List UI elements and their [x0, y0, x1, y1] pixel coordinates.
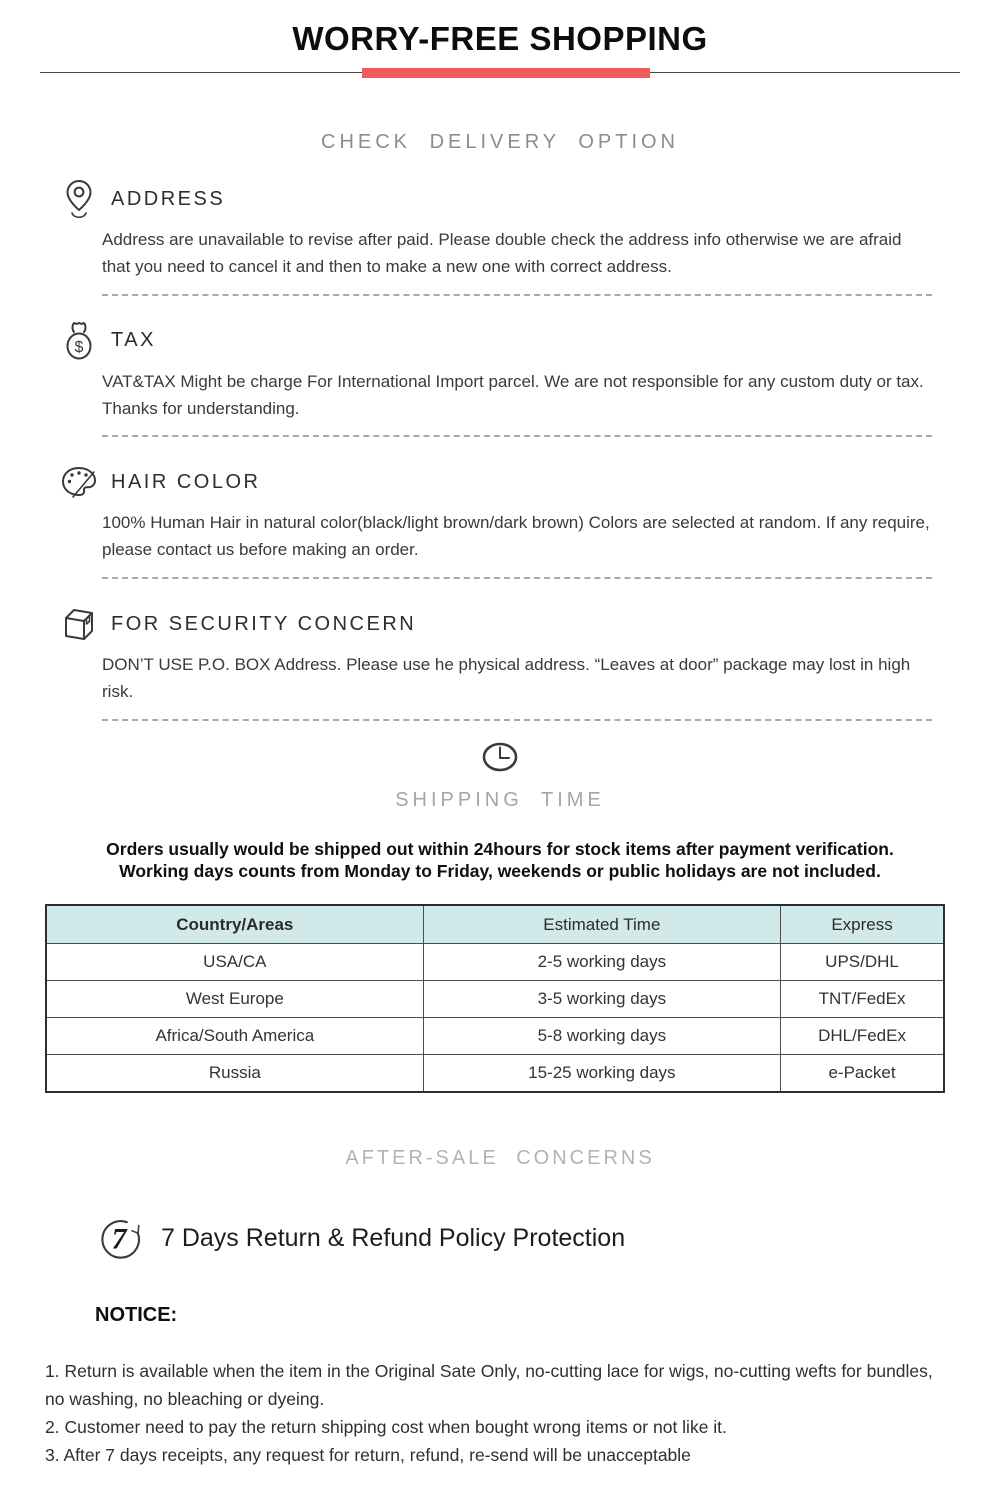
cell-time: 2-5 working days: [423, 944, 780, 981]
section-address-body: Address are unavailable to revise after paid. Please double check the address info otherwise we are afraid that you need to cancel it and then to make a new one with correct address.: [102, 227, 932, 296]
cell-express: UPS/DHL: [781, 944, 944, 981]
section-tax-body: VAT&TAX Might be charge For International Import parcel. We are not responsible for any custom duty or tax. Thanks for understanding.: [102, 369, 932, 438]
palette-icon: [60, 461, 98, 503]
money-bag-icon: [60, 320, 98, 362]
section-security-header: [60, 603, 960, 645]
cell-express: TNT/FedEx: [781, 981, 944, 1018]
svg-text:7: 7: [111, 1222, 127, 1256]
return-policy-title: 7 Days Return & Refund Policy Protection: [161, 1223, 626, 1252]
section-tax: [60, 320, 960, 438]
section-hair-color-header: [60, 461, 960, 503]
table-row: [46, 981, 944, 1018]
notice-list: [45, 1357, 955, 1469]
section-security: [60, 603, 960, 721]
return-policy-row: [95, 1212, 960, 1264]
svg-text:$: $: [74, 338, 84, 356]
cell-time: 5-8 working days: [423, 1018, 780, 1055]
page-title: WORRY-FREE SHOPPING: [292, 20, 708, 57]
after-sale-heading: AFTER-SALE CONCERNS: [345, 1147, 655, 1170]
section-tax-header: [60, 320, 960, 362]
cell-time: 15-25 working days: [423, 1055, 780, 1093]
section-security-body: DON’T USE P.O. BOX Address. Please use he physical address. “Leaves at door” package may lost in high risk.: [102, 652, 932, 721]
shipping-table-header-row: [46, 905, 944, 944]
notice-item-2: 2. Customer need to pay the return shipping cost when bought wrong items or not like it.: [45, 1417, 727, 1438]
clock-icon: [0, 737, 1000, 777]
table-row: [46, 1018, 944, 1055]
shipping-note-line2: Working days counts from Monday to Friday, weekends or public holidays are not included.: [119, 861, 881, 882]
cell-express: e-Packet: [781, 1055, 944, 1093]
section-hair-color: [60, 461, 960, 579]
location-pin-icon: [60, 178, 98, 220]
cell-country: Africa/South America: [46, 1018, 423, 1055]
package-box-icon: [60, 603, 98, 645]
section-hair-color-title: HAIR COLOR: [111, 470, 261, 493]
section-address: [60, 178, 960, 296]
section-tax-title: TAX: [111, 329, 156, 352]
col-header-express: Express: [781, 905, 944, 944]
shipping-note: [0, 838, 1000, 882]
shipping-time-heading: SHIPPING TIME: [395, 788, 605, 811]
section-address-header: [60, 178, 960, 220]
check-delivery-heading: CHECK DELIVERY OPTION: [321, 131, 679, 153]
section-hair-color-body: 100% Human Hair in natural color(black/light brown/dark brown) Colors are selected at random. If any require, please contact us before making an order.: [102, 510, 932, 579]
notice-item-3: 3. After 7 days receipts, any request for return, refund, re-send will be unacceptable: [45, 1445, 691, 1466]
shipping-table: [45, 904, 945, 1093]
cell-country: USA/CA: [46, 944, 423, 981]
notice-label: NOTICE:: [95, 1304, 178, 1327]
section-security-title: FOR SECURITY CONCERN: [111, 612, 417, 635]
cell-country: Russia: [46, 1055, 423, 1093]
title-divider: [40, 72, 960, 83]
notice-item-1: 1. Return is available when the item in the Original Sate Only, no-cutting lace for wigs, no-cutting wefts for bundles, no washing, no bleaching or dyeing.: [45, 1361, 933, 1410]
cell-country: West Europe: [46, 981, 423, 1018]
7-days-refresh-icon: [95, 1212, 145, 1264]
shipping-note-line1: Orders usually would be shipped out within 24hours for stock items after payment verification.: [106, 838, 894, 859]
section-address-title: ADDRESS: [111, 187, 226, 210]
col-header-estimated-time: Estimated Time: [423, 905, 780, 944]
table-row: [46, 1055, 944, 1093]
cell-time: 3-5 working days: [423, 981, 780, 1018]
title-accent-bar: [362, 68, 650, 78]
table-row: [46, 944, 944, 981]
cell-express: DHL/FedEx: [781, 1018, 944, 1055]
col-header-country: Country/Areas: [46, 905, 423, 944]
